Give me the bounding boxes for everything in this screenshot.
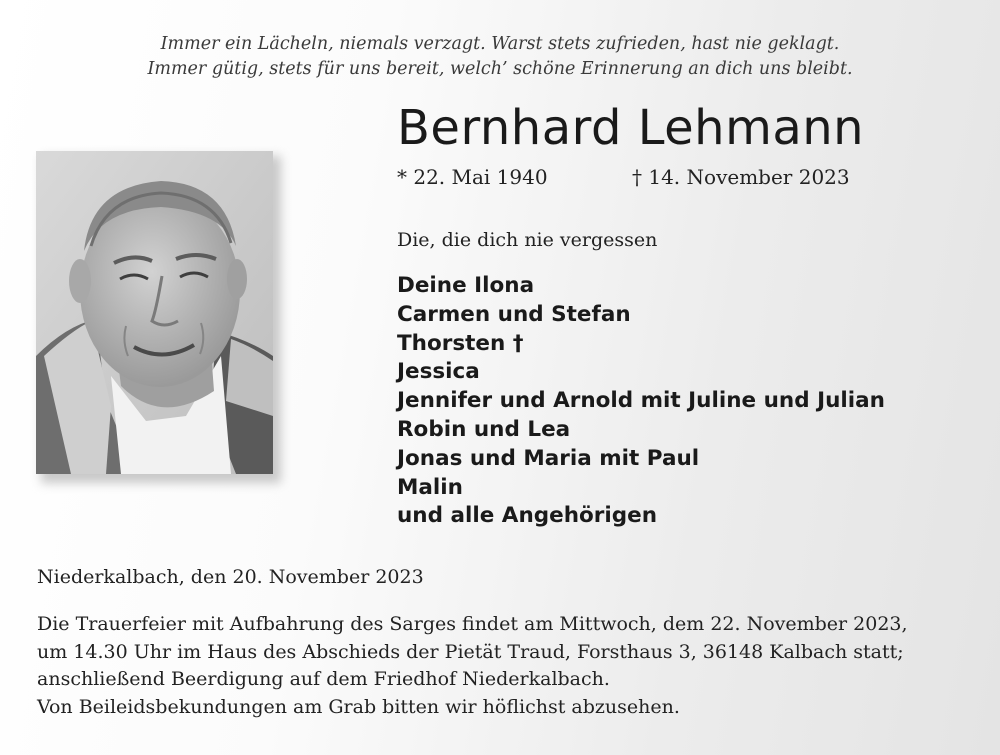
memorial-verse — [0, 32, 1000, 82]
mourner-name: Jessica — [397, 359, 480, 385]
verse-line-1: Immer ein Lächeln, niemals verzagt. Warst stets zufrieden, hast nie geklagt. — [160, 34, 840, 54]
verse-line-2: Immer gütig, stets für uns bereit, welch’ schöne Erinnerung an dich uns bleibt. — [147, 59, 853, 79]
place-and-date: Niederkalbach, den 20. November 2023 — [37, 566, 424, 588]
deceased-name: Bernhard Lehmann — [397, 100, 865, 156]
mourner-name: Jonas und Maria mit Paul — [397, 445, 700, 471]
mourner-name: Robin und Lea — [397, 416, 571, 442]
mourners-intro: Die, die dich nie vergessen — [397, 229, 658, 251]
mourner-name: Deine Ilona — [397, 273, 535, 298]
mourners-list — [397, 272, 885, 531]
mourner-name: Jennifer und Arnold mit Juline und Julian — [397, 388, 885, 414]
notice-line-3: anschließend Beerdigung auf dem Friedhof Niederkalbach. — [37, 668, 610, 690]
mourner-name: Malin — [397, 474, 463, 500]
birth-date: * 22. Mai 1940 — [397, 165, 548, 189]
notice-line-1: Die Trauerfeier mit Aufbahrung des Sarges findet am Mittwoch, dem 22. November 2023, — [37, 613, 908, 635]
funeral-notice — [37, 611, 908, 721]
mourner-name: Thorsten † — [397, 330, 524, 356]
notice-line-2: um 14.30 Uhr im Haus des Abschieds der Pietät Traud, Forsthaus 3, 36148 Kalbach statt; — [37, 640, 904, 663]
death-date: † 14. November 2023 — [632, 165, 850, 189]
mourner-name: Carmen und Stefan — [397, 301, 631, 327]
portrait-photo — [36, 151, 273, 474]
mourner-name: und alle Angehörigen — [397, 503, 658, 529]
notice-line-4: Von Beileidsbekundungen am Grab bitten wir höflichst abzusehen. — [37, 695, 680, 718]
